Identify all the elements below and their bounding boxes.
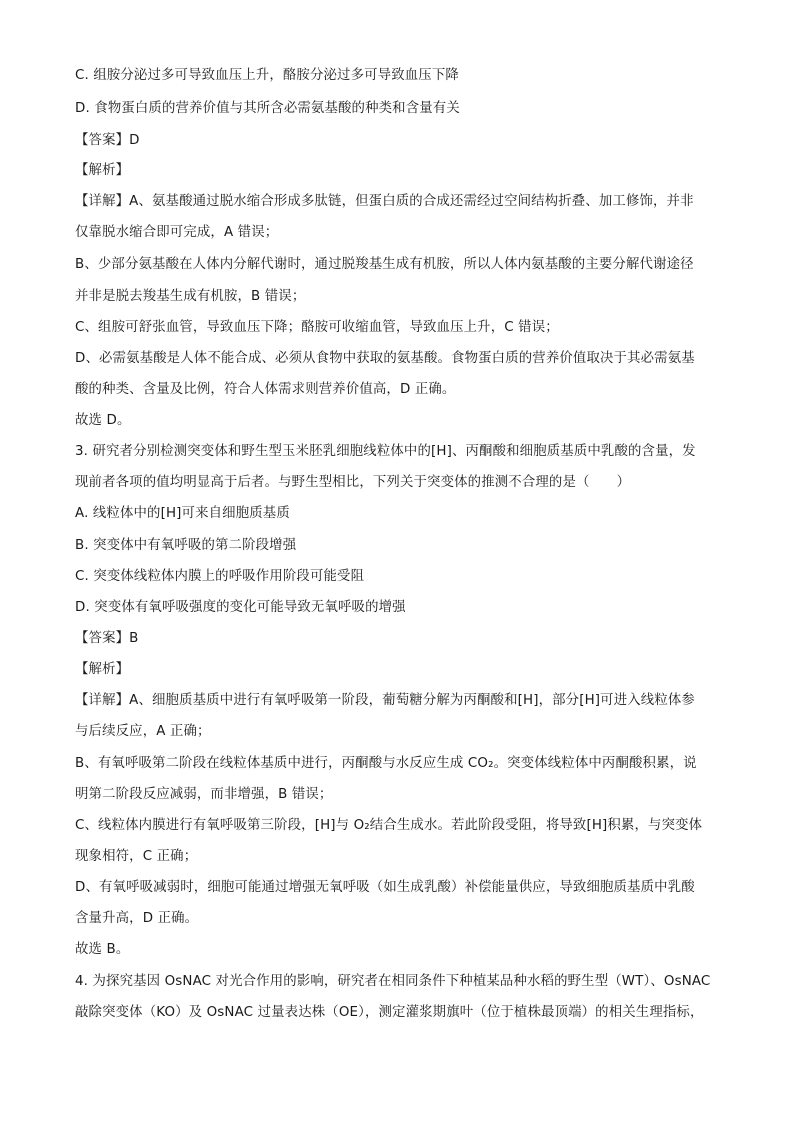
text-line: 【答案】B xyxy=(75,631,139,646)
text-line: 【答案】D xyxy=(75,133,140,148)
text-line: B、少部分氨基酸在人体内分解代谢时，通过脱羧基生成有机胺，所以人体内氨基酸的主要分解代谢途径 xyxy=(75,257,694,272)
text-line: C、组胺可舒张血管，导致血压下降；酪胺可收缩血管，导致血压上升，C 错误； xyxy=(75,320,559,335)
text-line: 酸的种类、含量及比例，符合人体需求则营养价值高，D 正确。 xyxy=(75,382,456,397)
text-line: 明第二阶段反应减弱，而非增强，B 错误； xyxy=(75,787,333,802)
text-line: C. 突变体线粒体内膜上的呼吸作用阶段可能受阻 xyxy=(75,569,365,584)
text-line: 与后续反应，A 正确； xyxy=(75,724,211,739)
text-line: 故选 D。 xyxy=(75,413,131,428)
text-line: 仅靠脱水缩合即可完成，A 错误； xyxy=(75,225,279,240)
text-line: 4. 为探究基因 OsNAC 对光合作用的影响，研究者在相同条件下种植某品种水稻的野生型（WT）、OsNAC xyxy=(75,974,711,989)
text-line: 【详解】A、氨基酸通过脱水缩合形成多肽链，但蛋白质的合成还需经过空间结构折叠、加工修饰，并非 xyxy=(75,194,694,209)
text-line: D、必需氨基酸是人体不能合成、必须从食物中获取的氨基酸。食物蛋白质的营养价值取决于其必需氨基 xyxy=(75,351,695,366)
text-line: 【解析】 xyxy=(75,163,130,178)
text-line: C. 组胺分泌过多可导致血压上升，酪胺分泌过多可导致血压下降 xyxy=(75,68,459,83)
text-line: 含量升高，D 正确。 xyxy=(75,911,199,926)
text-line: D. 食物蛋白质的营养价值与其所含必需氨基酸的种类和含量有关 xyxy=(75,101,460,116)
text-line: 【解析】 xyxy=(75,662,130,677)
text-line: 敲除突变体（KO）及 OsNAC 过量表达株（OE），测定灌浆期旗叶（位于植株最顶端）的相关生理指标， xyxy=(75,1005,704,1020)
text-line: B、有氧呼吸第二阶段在线粒体基质中进行，丙酮酸与水反应生成 CO₂。突变体线粒体中丙酮酸积累，说 xyxy=(75,756,697,771)
text-line: 现象相符，C 正确； xyxy=(75,849,198,864)
text-line: 【详解】A、细胞质基质中进行有氧呼吸第一阶段，葡萄糖分解为丙酮酸和[H]，部分[H]可进入线粒体参 xyxy=(75,693,695,708)
text-line: D、有氧呼吸减弱时，细胞可能通过增强无氧呼吸（如生成乳酸）补偿能量供应，导致细胞质基质中乳酸 xyxy=(75,880,695,895)
text-line: C、线粒体内膜进行有氧呼吸第三阶段，[H]与 O₂结合生成水。若此阶段受阻，将导致[H]积累，与突变体 xyxy=(75,818,703,833)
text-line: 3. 研究者分别检测突变体和野生型玉米胚乳细胞线粒体中的[H]、丙酮酸和细胞质基质中乳酸的含量，发 xyxy=(75,444,696,459)
text-line: 并非是脱去羧基生成有机胺，B 错误； xyxy=(75,289,306,304)
text-line: 故选 B。 xyxy=(75,942,130,957)
text-line: D. 突变体有氧呼吸强度的变化可能导致无氧呼吸的增强 xyxy=(75,600,406,615)
text-line: 现前者各项的值均明显高于后者。与野生型相比，下列关于突变体的推测不合理的是（ ） xyxy=(75,475,631,490)
text-line: B. 突变体中有氧呼吸的第二阶段增强 xyxy=(75,538,297,553)
text-line: A. 线粒体中的[H]可来自细胞质基质 xyxy=(75,506,290,521)
